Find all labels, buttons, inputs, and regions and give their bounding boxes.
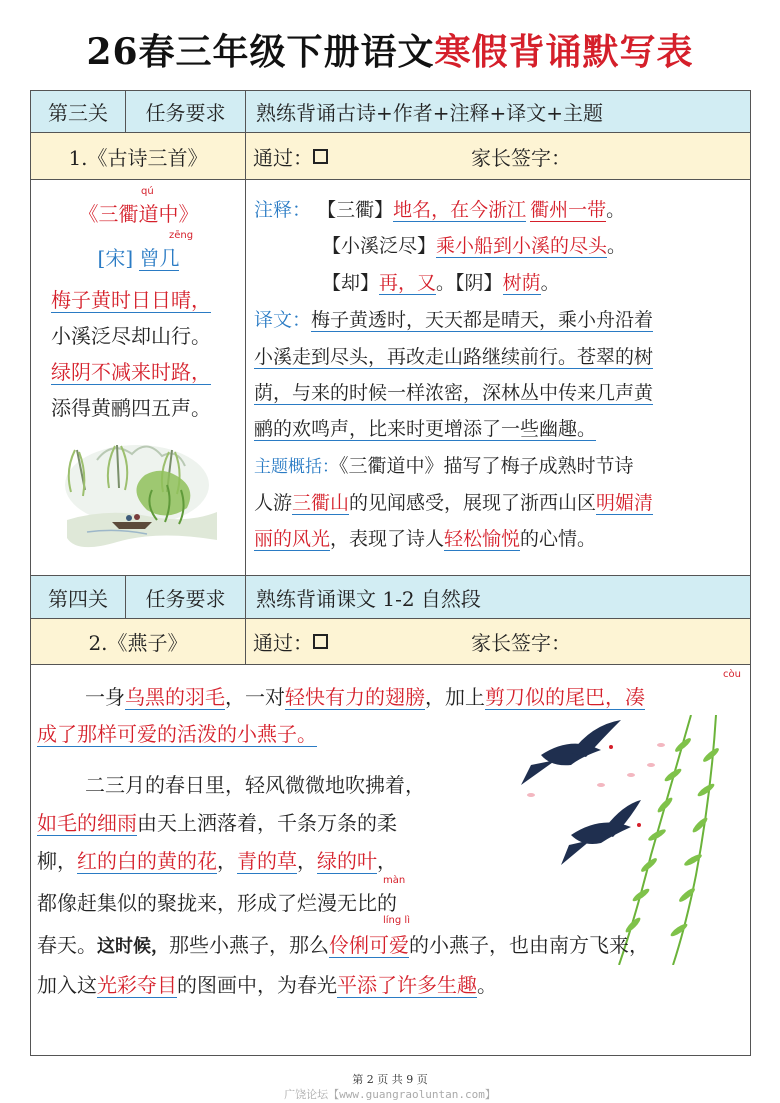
- title-red: 寒假背诵默写表: [434, 31, 694, 73]
- level4-label: 第四关: [31, 576, 126, 618]
- level4-requirement: 熟练背诵课文 1-2 自然段: [256, 586, 481, 611]
- level3-req-label: 任务要求: [126, 91, 246, 132]
- swallow-section: [31, 665, 750, 1055]
- qu-pinyin: qú: [141, 186, 154, 197]
- swallow-p1-line-1: 一身乌黑的羽毛，一对轻快有力的翅膀，加上剪刀似的尾巴，凑: [85, 685, 645, 709]
- poem-line-3: 绿阴不减来时路，: [51, 360, 211, 384]
- note-1: 注释： 【三衢】地名，在今浙江 衢州一带。: [254, 199, 626, 221]
- translation-line-1: 译文：梅子黄透时，天天都是晴天，乘小舟沿着: [254, 309, 654, 331]
- swallow-p2-line-2: 如毛的细雨由天上洒落着，千条万条的柔: [37, 811, 397, 835]
- swallow-p2-line-5: 春天。这时候，那些小燕子，那么伶俐可爱的小燕子，也由南方飞来，: [37, 933, 649, 957]
- swallow-p2-line-3: 柳，红的白的黄的花，青的草，绿的叶，: [37, 849, 397, 873]
- poem-notes-column: [246, 180, 750, 575]
- level3-lesson-row: [31, 133, 750, 180]
- lingli-pinyin: líng lì: [383, 915, 410, 926]
- note-2: 【小溪泛尽】乘小船到小溪的尽头。: [322, 235, 627, 257]
- dynasty: [宋]: [97, 246, 134, 270]
- level3-requirement: 熟练背诵古诗+作者+注释+译文+主题: [256, 101, 604, 125]
- level3-label: 第三关: [31, 91, 126, 132]
- poem-line-1: 梅子黄时日日晴，: [51, 288, 211, 312]
- pass-checkbox-2[interactable]: [313, 634, 328, 649]
- swallow-p2-line-1: 二三月的春日里，轻风微微地吹拂着，: [85, 773, 425, 797]
- poem-text-column: [31, 180, 246, 575]
- site-watermark: 广饶论坛【www.guangraoluntan.com】: [284, 1088, 496, 1101]
- theme-line-1: 主题概括：《三衢道中》描写了梅子成熟时节诗: [254, 455, 634, 477]
- pass-field-1[interactable]: [253, 133, 373, 179]
- cou-pinyin: còu: [723, 669, 741, 680]
- theme-line-2: 人游三衢山的见闻感受，展现了浙西山区明媚清: [254, 492, 654, 514]
- lesson-1-title: 1.《古诗三首》: [31, 133, 246, 179]
- zeng-pinyin: zēng: [169, 230, 194, 241]
- translation-line-2: 小溪走到尽头，再改走山路继续前行。苍翠的树: [254, 346, 654, 368]
- author-name: 曾几: [139, 246, 180, 270]
- pass-label: 通过：: [253, 145, 313, 170]
- pass-field-2[interactable]: [253, 619, 373, 664]
- swallow-p2-line-4: 都像赶集似的聚拢来，形成了烂漫无比的: [37, 891, 397, 915]
- swallow-p2-line-6: 加入这光彩夺目的图画中，为春光平添了许多生趣。: [37, 973, 497, 997]
- poem-line-4: 添得黄鹂四五声。: [51, 396, 211, 420]
- page-title: [0, 24, 780, 75]
- level4-lesson-row: [31, 619, 750, 665]
- poem-author-line: [31, 242, 246, 271]
- translation-line-4: 鹂的欢鸣声，比来时更增添了一些幽趣。: [254, 418, 597, 440]
- lesson-2-title: 2.《燕子》: [31, 619, 246, 664]
- poem-title: 《三衢道中》: [78, 202, 199, 226]
- swallow-p1-line-2: 成了那样可爱的活泼的小燕子。: [37, 722, 317, 746]
- page-number: 第 2 页 共 9 页: [352, 1073, 428, 1086]
- level4-header-row: [31, 576, 750, 619]
- poem-section: [31, 180, 750, 576]
- pass-checkbox-1[interactable]: [313, 149, 328, 164]
- landscape-painting: [57, 430, 222, 560]
- translation-line-3: 荫，与来的时候一样浓密，深林丛中传来几声黄: [254, 382, 654, 404]
- translation-label: 译文：: [254, 309, 312, 331]
- note-3: 【却】再，又。【阴】树荫。: [322, 272, 560, 294]
- man-pinyin: màn: [383, 875, 406, 886]
- theme-label: 主题概括：: [254, 457, 339, 477]
- level4-req-label: 任务要求: [126, 576, 246, 618]
- pass-label: 通过：: [253, 631, 313, 655]
- parent-sign-1[interactable]: 家长签字：: [471, 145, 571, 170]
- recitation-table: [30, 90, 751, 1056]
- theme-line-3: 丽的风光，表现了诗人轻松愉悦的心情。: [254, 528, 597, 550]
- title-black: 26春三年级下册语文: [86, 31, 435, 73]
- notes-label: 注释：: [254, 199, 312, 221]
- level3-header-row: [31, 91, 750, 133]
- parent-sign-2[interactable]: 家长签字：: [471, 631, 571, 655]
- poem-line-2: 小溪泛尽却山行。: [51, 324, 211, 348]
- swallows-and-willow-illustration: [501, 715, 746, 965]
